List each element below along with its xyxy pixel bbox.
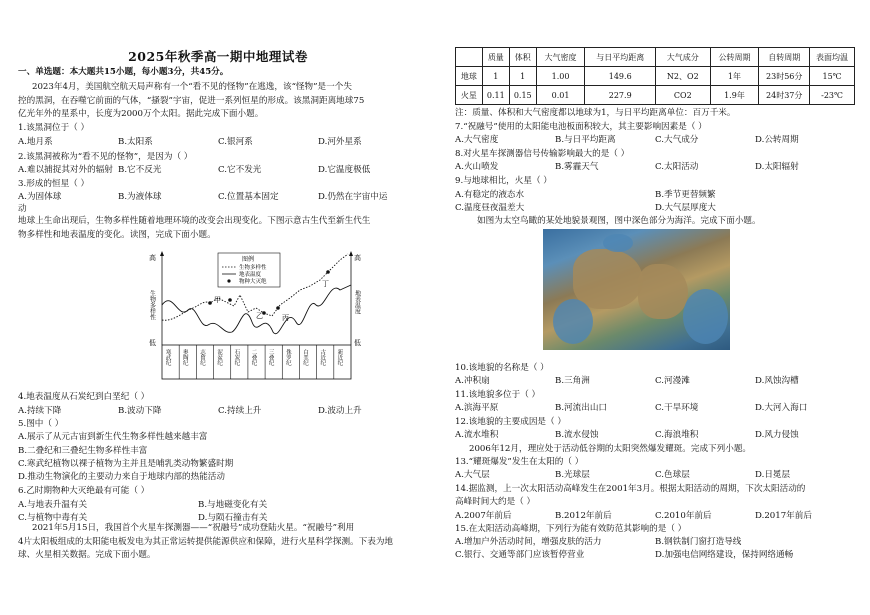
answer-option: A.增加户外活动时间，增强皮肤的活力 (455, 537, 602, 547)
answer-option: B.它不反光 (118, 165, 162, 175)
answer-option: B.河流出山口 (555, 403, 608, 413)
legend-item: 地表温度 (239, 272, 262, 278)
answer-option: B.雾霾天气 (555, 162, 599, 172)
answer-option: D.大河入海口 (755, 403, 808, 413)
earth-mars-table (455, 47, 855, 105)
answer-option: C.大气成分 (655, 135, 699, 145)
answer-option: B.波动下降 (118, 406, 162, 416)
answer-option: B.与地磁变化有关 (198, 500, 268, 510)
table-header: 与日平均距离 (585, 48, 656, 67)
table-cell: 1 (509, 67, 536, 86)
answer-option: A.2007年前后 (455, 511, 512, 521)
period-label: 寒武纪 (164, 349, 171, 366)
answer-option: C.位置基本固定 (218, 192, 279, 202)
table-header: 大气密度 (536, 48, 585, 67)
question-text: 物多样性和地表温度的变化。读图，完成下面小题。 (18, 230, 216, 240)
axis-high-label: 高 (149, 254, 156, 262)
legend-item: 物种大灭绝 (239, 279, 267, 285)
y-axis-left-label: 生物多样性 (148, 290, 156, 320)
exam-title: 2025年秋季高一期中地理试卷 (128, 49, 308, 64)
question-text: 11.该地貌多位于（ ） (455, 390, 541, 400)
table-cell: CO2 (656, 86, 711, 105)
satellite-landform-photo (543, 229, 730, 350)
question-text: 6.乙时期物种大灭绝最有可能（ ） (18, 486, 150, 496)
answer-option: D.风蚀沟槽 (755, 376, 799, 386)
answer-option: C.2010年前后 (655, 511, 712, 521)
answer-option: A.大气密度 (455, 135, 499, 145)
question-text: 10.该地貌的名称是（ ） (455, 363, 549, 373)
answer-option: D.2017年前后 (755, 511, 812, 521)
table-cell: 0.01 (536, 86, 585, 105)
question-text: 注：质量、体积和大气密度都以地球为1，与日平均距离单位：百万千米。 (455, 108, 736, 118)
question-text: 控的黑洞，在吞噬它前面的气体，“搔裂”宇宙，促进一系列恒星的形成。该黑洞距离地球75 (18, 96, 365, 106)
question-text: C.寒武纪植物以裸子植物为主并且是哺乳类动物繁盛时期 (18, 459, 234, 469)
extinction-marker (276, 306, 280, 310)
answer-option: B.流水侵蚀 (555, 430, 599, 440)
answer-option: B.三角洲 (555, 376, 590, 386)
table-cell: -23℃ (810, 86, 855, 105)
answer-option: B.与日平均距离 (555, 135, 616, 145)
answer-option: C.河漫滩 (655, 376, 690, 386)
answer-option: A.滨海平原 (455, 403, 499, 413)
answer-option: D.波动上升 (318, 406, 362, 416)
period-label: 古近纪 (319, 349, 326, 366)
answer-option: A.有稳定的液态水 (455, 190, 525, 200)
table-cell: N2、O2 (656, 67, 711, 86)
chart-marker: 甲 (214, 296, 221, 304)
answer-option: D.仍然在宇宙中运 (318, 192, 388, 202)
answer-option: C.色球层 (655, 470, 690, 480)
question-text: 一、单选题：本大题共15小题，每小题3分，共45分。 (18, 67, 229, 77)
question-text: 4片太阳板组成的太阳能电板发电为其正常运转提供能源供应和保障，进行火星科学探测。下表为地 (18, 537, 394, 547)
chart-marker: 丁 (322, 280, 329, 288)
answer-option: A.地月系 (18, 137, 53, 147)
answer-option: B.2012年前后 (555, 511, 612, 521)
question-text: 9.与地球相比，火星（ ） (455, 176, 552, 186)
question-text: 8.对火星车探测器信号传输影响最大的是（ ） (455, 149, 630, 159)
answer-option: B.季节更替频繁 (655, 190, 716, 200)
answer-option: C.银河系 (218, 137, 253, 147)
table-header (456, 48, 483, 67)
question-text: 2023年4月，美国航空航天局声称有一个“看不见的怪物”在逃逸，该“怪物”是一个失 (32, 82, 352, 92)
legend-item: 生物多样性 (239, 265, 267, 271)
answer-option: A.持续下降 (18, 406, 62, 416)
question-text: 14.据监测，上一次太阳活动高峰发生在2001年3月。根据太阳活动的周期，下次太阳活动的 (455, 484, 806, 494)
table-header: 自转周期 (759, 48, 810, 67)
biodiversity-temperature-chart (148, 250, 366, 385)
table-cell: 火星 (456, 86, 483, 105)
answer-option: D.加强电信网络建设，保持网络通畅 (655, 550, 794, 560)
period-label: 泥盆纪 (216, 349, 223, 366)
period-label: 白垩纪 (302, 349, 309, 366)
table-cell: 149.6 (585, 67, 656, 86)
answer-option: C.太阳活动 (655, 162, 699, 172)
answer-option: B.光球层 (555, 470, 590, 480)
answer-option: A.大气层 (455, 470, 490, 480)
question-text: B.二叠纪和三叠纪生物多样性丰富 (18, 446, 148, 456)
table-header: 公转周期 (710, 48, 759, 67)
question-text: 4.地表温度从石炭纪到白垩纪（ ） (18, 392, 150, 402)
answer-option: D.日冕层 (755, 470, 791, 480)
answer-option: C.与植物中毒有关 (18, 513, 88, 523)
axis-high-label: 高 (354, 254, 361, 262)
table-cell: 23时56分 (759, 67, 810, 86)
chart-marker: 乙 (256, 312, 263, 320)
y-axis-right-label: 地表温度 (353, 290, 361, 314)
question-text: A.展示了从元古宙到新生代生物多样性越来越丰富 (18, 432, 208, 442)
period-label: 志留纪 (198, 349, 205, 366)
question-text: 3.形成的恒星（ ） (18, 179, 90, 189)
table-header: 体积 (509, 48, 536, 67)
table-cell: 227.9 (585, 86, 656, 105)
answer-option: D.河外星系 (318, 137, 362, 147)
table-cell: 地球 (456, 67, 483, 86)
table-cell: 1年 (710, 67, 759, 86)
answer-option: A.难以捕捉其对外的辐射 (18, 165, 113, 175)
question-text: 2021年5月15日，我国首个火星车探测器——“祝融号”成功登陆火星。“祝融号”利用 (32, 523, 355, 533)
period-label: 奥陶纪 (181, 349, 188, 366)
answer-option: D.它温度极低 (318, 165, 371, 175)
chart-marker: 丙 (282, 314, 289, 322)
period-label: 石炭纪 (233, 349, 240, 366)
answer-option: D.风力侵蚀 (755, 430, 799, 440)
answer-option: C.温度昼夜温差大 (455, 203, 525, 213)
table-header: 表面均温 (810, 48, 855, 67)
answer-option: C.银行、交通等部门应该暂停营业 (455, 550, 585, 560)
answer-option: D.太阳辐射 (755, 162, 799, 172)
table-cell: 0.11 (482, 86, 509, 105)
extinction-marker (208, 301, 212, 305)
question-text: 5.图中（ ） (18, 419, 64, 429)
period-label: 三叠纪 (267, 349, 274, 366)
answer-option: C.它不发光 (218, 165, 262, 175)
answer-option: 动 (18, 204, 27, 214)
question-text: 高峰时间大约是（ ） (455, 497, 536, 507)
question-text: 7.“祝融号”使用的太阳能电池板面积较大，其主要影响因素是（ ） (455, 122, 707, 132)
question-text: 2006年12月，理应处于活动低谷期的太阳突然爆发耀斑。完成下列小题。 (469, 444, 752, 454)
period-label: 侏罗纪 (284, 349, 291, 366)
table-header: 质量 (482, 48, 509, 67)
answer-option: B.太阳系 (118, 137, 153, 147)
table-cell: 1 (482, 67, 509, 86)
extinction-marker (326, 270, 330, 274)
answer-option: B.为液体球 (118, 192, 162, 202)
question-text: 球、火星相关数据。完成下面小题。 (18, 550, 156, 560)
table-cell: 15℃ (810, 67, 855, 86)
axis-low-label: 低 (149, 339, 156, 347)
question-text: 如图为太空鸟瞰的某处地貌景观图，图中深色部分为海洋。完成下面小题。 (477, 216, 761, 226)
question-text: 12.该地貌的主要成因是（ ） (455, 417, 566, 427)
question-text: D.推动生物演化的主要动力来自于地球内部的热能活动 (18, 472, 225, 482)
question-text: 15.在太阳活动高峰期，下列行为能有效防范其影响的是（ ） (455, 524, 687, 534)
answer-option: A.为固体球 (18, 192, 62, 202)
question-text: 13.“耀斑爆发”发生在太阳的（ ） (455, 457, 584, 467)
period-label: 新近纪 (336, 349, 343, 366)
table-cell: 0.15 (509, 86, 536, 105)
table-cell: 24时37分 (759, 86, 810, 105)
table-cell: 1.00 (536, 67, 585, 86)
question-text: 2.该黑洞被称为“看不见的怪物”，是因为（ ） (18, 152, 193, 162)
answer-option: A.冲积扇 (455, 376, 490, 386)
question-text: 地球上生命出现后，生物多样性随着地理环境的改变会出现变化。下图示意古生代至新生代生 (18, 216, 371, 226)
table-cell: 1.9年 (710, 86, 759, 105)
answer-option: C.干旱环境 (655, 403, 699, 413)
extinction-marker (228, 298, 232, 302)
answer-option: D.公转周期 (755, 135, 799, 145)
answer-option: A.流水堆积 (455, 430, 499, 440)
legend-title: 图例 (242, 256, 255, 263)
answer-option: B.钢铁制门窗打造导线 (655, 537, 742, 547)
answer-option: C.海浪堆积 (655, 430, 699, 440)
axis-low-label: 低 (354, 339, 361, 347)
period-label: 二叠纪 (250, 349, 257, 366)
answer-option: D.大气层厚度大 (655, 203, 716, 213)
answer-option: C.持续上升 (218, 406, 262, 416)
question-text: 亿光年外的星系中，长度为2000万个太阳。据此完成下面小题。 (18, 109, 264, 119)
table-header: 大气成分 (656, 48, 711, 67)
answer-option: A.火山喷发 (455, 162, 499, 172)
answer-option: D.与陨石撞击有关 (198, 513, 268, 523)
answer-option: A.与地表升温有关 (18, 500, 88, 510)
question-text: 1.该黑洞位于（ ） (18, 123, 90, 133)
